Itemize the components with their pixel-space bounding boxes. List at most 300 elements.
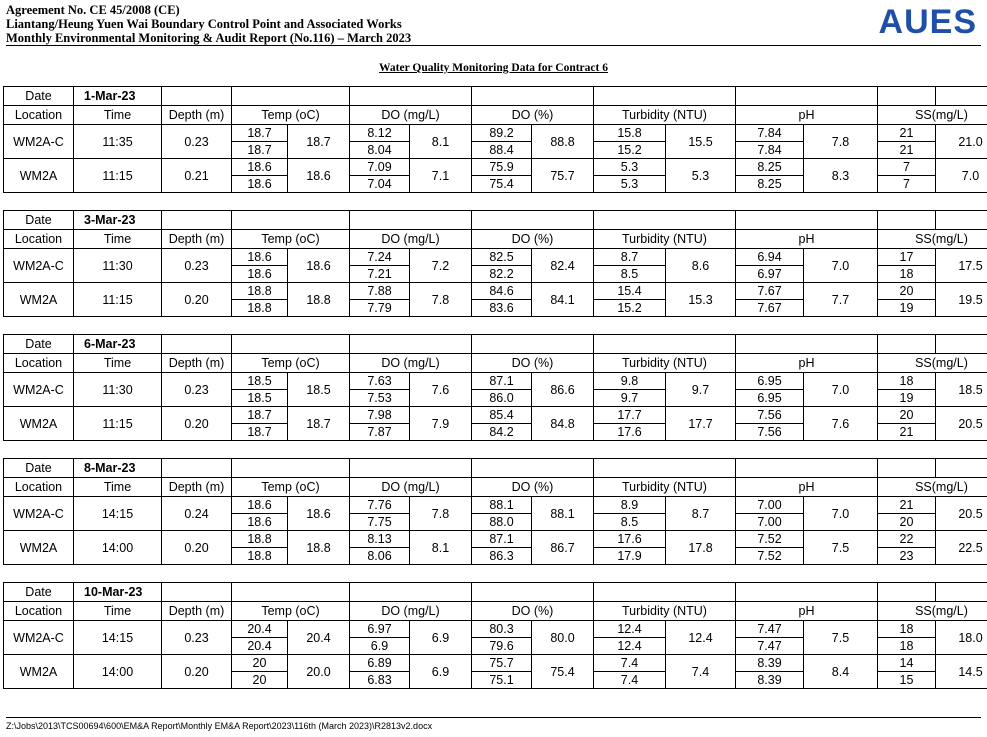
temp-average: 18.6 [288,159,350,193]
ph-reading: 8.25 [736,159,804,176]
do_mgl-average: 7.2 [410,249,472,283]
empty-cell [936,459,987,478]
do_mgl-reading: 7.75 [350,514,410,531]
do_pct-reading: 75.1 [472,672,532,689]
do_mgl-reading: 8.06 [350,548,410,565]
col-depth: Depth (m) [162,106,232,125]
ss-average: 22.5 [936,531,987,565]
do_pct-reading: 86.3 [472,548,532,565]
ph-average: 7.7 [804,283,878,317]
do_pct-average: 84.1 [532,283,594,317]
ss-reading: 22 [878,531,936,548]
ss-reading: 7 [878,159,936,176]
ss-reading: 18 [878,266,936,283]
do_mgl-reading: 7.63 [350,373,410,390]
date-row [4,87,987,106]
col-location: Location [4,478,74,497]
do_mgl-reading: 6.89 [350,655,410,672]
header-divider [6,45,981,46]
do_mgl-reading: 7.79 [350,300,410,317]
ph-reading: 6.95 [736,373,804,390]
empty-cell [350,335,472,354]
ss-reading: 18 [878,373,936,390]
empty-cell [594,87,736,106]
ph-reading: 8.39 [736,672,804,689]
do_mgl-average: 6.9 [410,621,472,655]
temp-reading: 18.7 [232,407,288,424]
do_mgl-reading: 8.04 [350,142,410,159]
turb-reading: 17.6 [594,424,666,441]
turb-average: 17.7 [666,407,736,441]
turb-average: 15.5 [666,125,736,159]
station-location: WM2A [4,655,74,689]
temp-reading: 18.5 [232,373,288,390]
col-location: Location [4,230,74,249]
col-do-pct: DO (%) [472,230,594,249]
ph-reading: 7.67 [736,300,804,317]
station-time: 14:15 [74,621,162,655]
empty-cell [472,583,594,602]
do_mgl-average: 7.6 [410,373,472,407]
column-header-row [4,354,987,373]
temp-average: 18.7 [288,125,350,159]
temp-reading: 18.6 [232,497,288,514]
temp-average: 18.8 [288,531,350,565]
date-row [4,459,987,478]
col-depth: Depth (m) [162,230,232,249]
empty-cell [232,459,350,478]
station-time: 11:30 [74,373,162,407]
col-turbidity: Turbidity (NTU) [594,478,736,497]
turb-reading: 15.8 [594,125,666,142]
column-header-row [4,230,987,249]
sampling-date: 6-Mar-23 [74,335,162,354]
do_pct-reading: 82.2 [472,266,532,283]
station-depth: 0.23 [162,125,232,159]
water-quality-table [3,210,987,317]
ph-reading: 7.67 [736,283,804,300]
ss-reading: 21 [878,497,936,514]
ss-average: 18.5 [936,373,987,407]
col-do-mgl: DO (mg/L) [350,106,472,125]
col-time: Time [74,478,162,497]
do_pct-average: 86.7 [532,531,594,565]
temp-average: 20.4 [288,621,350,655]
do_mgl-reading: 7.24 [350,249,410,266]
turb-reading: 9.7 [594,390,666,407]
do_pct-average: 80.0 [532,621,594,655]
do_pct-reading: 75.4 [472,176,532,193]
temp-reading: 18.6 [232,159,288,176]
ph-average: 7.0 [804,373,878,407]
ss-reading: 14 [878,655,936,672]
do_pct-reading: 80.3 [472,621,532,638]
column-header-row [4,478,987,497]
turb-reading: 15.2 [594,142,666,159]
temp-reading: 18.6 [232,176,288,193]
station-location: WM2A-C [4,125,74,159]
ss-reading: 7 [878,176,936,193]
turb-reading: 8.5 [594,266,666,283]
col-location: Location [4,106,74,125]
ss-reading: 21 [878,424,936,441]
sampling-date: 8-Mar-23 [74,459,162,478]
empty-cell [936,87,987,106]
do_pct-average: 86.6 [532,373,594,407]
col-ph: pH [736,354,878,373]
empty-cell [736,87,878,106]
turb-reading: 5.3 [594,176,666,193]
temp-average: 18.8 [288,283,350,317]
column-header-row [4,106,987,125]
do_pct-reading: 86.0 [472,390,532,407]
empty-cell [350,583,472,602]
station-location: WM2A-C [4,621,74,655]
empty-cell [162,87,232,106]
ph-average: 8.4 [804,655,878,689]
empty-cell [936,583,987,602]
do_mgl-reading: 7.76 [350,497,410,514]
aues-logo: AUES [878,3,977,41]
date-label: Date [4,583,74,602]
col-do-pct: DO (%) [472,602,594,621]
turb-reading: 12.4 [594,621,666,638]
monitoring-tables [3,86,987,706]
empty-cell [594,583,736,602]
temp-reading: 18.8 [232,531,288,548]
turb-reading: 7.4 [594,655,666,672]
ph-reading: 7.56 [736,407,804,424]
turb-average: 8.6 [666,249,736,283]
ph-average: 7.6 [804,407,878,441]
do_pct-reading: 75.7 [472,655,532,672]
col-temp: Temp (oC) [232,354,350,373]
col-turbidity: Turbidity (NTU) [594,106,736,125]
station-location: WM2A-C [4,249,74,283]
empty-cell [594,459,736,478]
do_mgl-average: 8.1 [410,125,472,159]
do_pct-average: 75.4 [532,655,594,689]
station-time: 11:35 [74,125,162,159]
do_pct-average: 88.8 [532,125,594,159]
col-turbidity: Turbidity (NTU) [594,602,736,621]
do_pct-reading: 89.2 [472,125,532,142]
empty-cell [878,459,936,478]
do_pct-reading: 87.1 [472,531,532,548]
do_mgl-average: 8.1 [410,531,472,565]
station-row [4,621,987,638]
temp-average: 18.6 [288,497,350,531]
turb-average: 12.4 [666,621,736,655]
do_mgl-reading: 7.88 [350,283,410,300]
do_mgl-reading: 7.09 [350,159,410,176]
ph-reading: 6.94 [736,249,804,266]
ph-reading: 7.00 [736,497,804,514]
do_mgl-reading: 6.83 [350,672,410,689]
empty-cell [472,211,594,230]
date-label: Date [4,459,74,478]
empty-cell [878,87,936,106]
col-ss: SS(mg/L) [878,478,987,497]
file-path-footer: Z:\Jobs\2013\TCS00694\600\EM&A Report\Monthly EM&A Report\2023\116th (March 2023)\R2813v2.docx [6,721,433,731]
temp-reading: 18.8 [232,283,288,300]
col-ss: SS(mg/L) [878,106,987,125]
date-label: Date [4,211,74,230]
ss-average: 20.5 [936,497,987,531]
station-depth: 0.20 [162,531,232,565]
report-title: Monthly Environmental Monitoring & Audit Report (No.116) – March 2023 [6,31,412,45]
col-depth: Depth (m) [162,354,232,373]
turb-reading: 9.8 [594,373,666,390]
empty-cell [878,583,936,602]
station-row [4,407,987,424]
ph-reading: 7.52 [736,531,804,548]
turb-average: 8.7 [666,497,736,531]
station-depth: 0.23 [162,373,232,407]
col-time: Time [74,602,162,621]
station-depth: 0.21 [162,159,232,193]
empty-cell [350,459,472,478]
do_pct-reading: 83.6 [472,300,532,317]
temp-average: 20.0 [288,655,350,689]
ph-reading: 8.25 [736,176,804,193]
empty-cell [878,211,936,230]
date-row [4,335,987,354]
station-location: WM2A-C [4,497,74,531]
col-ph: pH [736,230,878,249]
turb-reading: 8.5 [594,514,666,531]
empty-cell [232,335,350,354]
empty-cell [162,335,232,354]
station-row [4,159,987,176]
ph-reading: 7.56 [736,424,804,441]
station-location: WM2A [4,531,74,565]
do_mgl-reading: 7.53 [350,390,410,407]
station-time: 14:00 [74,655,162,689]
do_mgl-reading: 7.87 [350,424,410,441]
do_mgl-average: 7.9 [410,407,472,441]
empty-cell [736,583,878,602]
ph-reading: 6.95 [736,390,804,407]
col-time: Time [74,354,162,373]
ph-reading: 7.47 [736,621,804,638]
footer-divider [6,717,981,718]
col-temp: Temp (oC) [232,602,350,621]
col-ss: SS(mg/L) [878,230,987,249]
turb-reading: 17.6 [594,531,666,548]
col-ss: SS(mg/L) [878,354,987,373]
col-do-pct: DO (%) [472,478,594,497]
station-row [4,531,987,548]
empty-cell [162,211,232,230]
col-temp: Temp (oC) [232,478,350,497]
water-quality-table [3,458,987,565]
ph-reading: 7.84 [736,125,804,142]
water-quality-table [3,582,987,689]
page-title [0,62,987,74]
do_pct-reading: 88.0 [472,514,532,531]
empty-cell [594,211,736,230]
water-quality-table [3,86,987,193]
empty-cell [594,335,736,354]
do_mgl-average: 7.8 [410,283,472,317]
ss-reading: 20 [878,283,936,300]
turb-average: 7.4 [666,655,736,689]
turb-reading: 15.2 [594,300,666,317]
ss-reading: 15 [878,672,936,689]
ss-average: 20.5 [936,407,987,441]
station-location: WM2A-C [4,373,74,407]
col-depth: Depth (m) [162,478,232,497]
turb-reading: 17.9 [594,548,666,565]
empty-cell [350,87,472,106]
ss-reading: 19 [878,390,936,407]
temp-reading: 18.7 [232,142,288,159]
do_mgl-reading: 8.13 [350,531,410,548]
station-row [4,373,987,390]
station-location: WM2A [4,159,74,193]
page-title-text: Water Quality Monitoring Data for Contract 6 [379,62,608,74]
station-row [4,125,987,142]
ss-reading: 21 [878,125,936,142]
temp-reading: 20.4 [232,638,288,655]
do_pct-average: 84.8 [532,407,594,441]
temp-reading: 20.4 [232,621,288,638]
empty-cell [736,211,878,230]
turb-reading: 7.4 [594,672,666,689]
ss-reading: 17 [878,249,936,266]
turb-average: 9.7 [666,373,736,407]
ph-average: 7.0 [804,497,878,531]
empty-cell [162,583,232,602]
ph-average: 7.5 [804,621,878,655]
ph-average: 8.3 [804,159,878,193]
station-depth: 0.23 [162,621,232,655]
ss-reading: 18 [878,621,936,638]
do_mgl-reading: 8.12 [350,125,410,142]
col-time: Time [74,106,162,125]
ss-average: 19.5 [936,283,987,317]
empty-cell [936,211,987,230]
do_pct-reading: 82.5 [472,249,532,266]
col-time: Time [74,230,162,249]
col-do-pct: DO (%) [472,106,594,125]
col-location: Location [4,354,74,373]
station-depth: 0.23 [162,249,232,283]
col-do-mgl: DO (mg/L) [350,602,472,621]
do_pct-reading: 88.4 [472,142,532,159]
temp-reading: 18.6 [232,266,288,283]
turb-reading: 8.7 [594,249,666,266]
col-turbidity: Turbidity (NTU) [594,354,736,373]
agreement-number: Agreement No. CE 45/2008 (CE) [6,3,180,17]
do_mgl-reading: 7.98 [350,407,410,424]
temp-average: 18.5 [288,373,350,407]
ss-average: 7.0 [936,159,987,193]
temp-reading: 20 [232,655,288,672]
ss-average: 14.5 [936,655,987,689]
do_pct-reading: 75.9 [472,159,532,176]
report-header [6,3,981,45]
turb-average: 5.3 [666,159,736,193]
turb-reading: 8.9 [594,497,666,514]
sampling-date: 3-Mar-23 [74,211,162,230]
do_pct-reading: 84.6 [472,283,532,300]
station-time: 14:00 [74,531,162,565]
temp-average: 18.7 [288,407,350,441]
project-title: Liantang/Heung Yuen Wai Boundary Control Point and Associated Works [6,17,402,31]
ph-reading: 7.47 [736,638,804,655]
station-time: 11:15 [74,283,162,317]
ss-average: 17.5 [936,249,987,283]
empty-cell [232,211,350,230]
station-depth: 0.20 [162,407,232,441]
turb-average: 15.3 [666,283,736,317]
temp-reading: 20 [232,672,288,689]
col-ss: SS(mg/L) [878,602,987,621]
temp-average: 18.6 [288,249,350,283]
temp-reading: 18.8 [232,548,288,565]
station-row [4,283,987,300]
date-row [4,583,987,602]
water-quality-table [3,334,987,441]
station-row [4,655,987,672]
ph-reading: 6.97 [736,266,804,283]
do_mgl-average: 6.9 [410,655,472,689]
col-depth: Depth (m) [162,602,232,621]
empty-cell [350,211,472,230]
sampling-date: 1-Mar-23 [74,87,162,106]
col-do-mgl: DO (mg/L) [350,478,472,497]
station-location: WM2A [4,407,74,441]
ss-reading: 21 [878,142,936,159]
station-depth: 0.20 [162,283,232,317]
do_pct-average: 88.1 [532,497,594,531]
empty-cell [232,87,350,106]
temp-reading: 18.7 [232,424,288,441]
empty-cell [472,459,594,478]
ss-reading: 20 [878,514,936,531]
column-header-row [4,602,987,621]
station-depth: 0.24 [162,497,232,531]
ph-reading: 7.52 [736,548,804,565]
ph-reading: 8.39 [736,655,804,672]
ph-average: 7.8 [804,125,878,159]
date-row [4,211,987,230]
empty-cell [232,583,350,602]
date-label: Date [4,335,74,354]
temp-reading: 18.5 [232,390,288,407]
do_pct-reading: 87.1 [472,373,532,390]
do_pct-reading: 79.6 [472,638,532,655]
station-row [4,249,987,266]
do_pct-reading: 88.1 [472,497,532,514]
turb-average: 17.8 [666,531,736,565]
station-time: 14:15 [74,497,162,531]
empty-cell [736,335,878,354]
turb-reading: 15.4 [594,283,666,300]
ss-reading: 20 [878,407,936,424]
station-depth: 0.20 [162,655,232,689]
do_pct-reading: 85.4 [472,407,532,424]
col-temp: Temp (oC) [232,230,350,249]
temp-reading: 18.7 [232,125,288,142]
do_pct-average: 82.4 [532,249,594,283]
temp-reading: 18.6 [232,249,288,266]
col-turbidity: Turbidity (NTU) [594,230,736,249]
empty-cell [936,335,987,354]
empty-cell [162,459,232,478]
